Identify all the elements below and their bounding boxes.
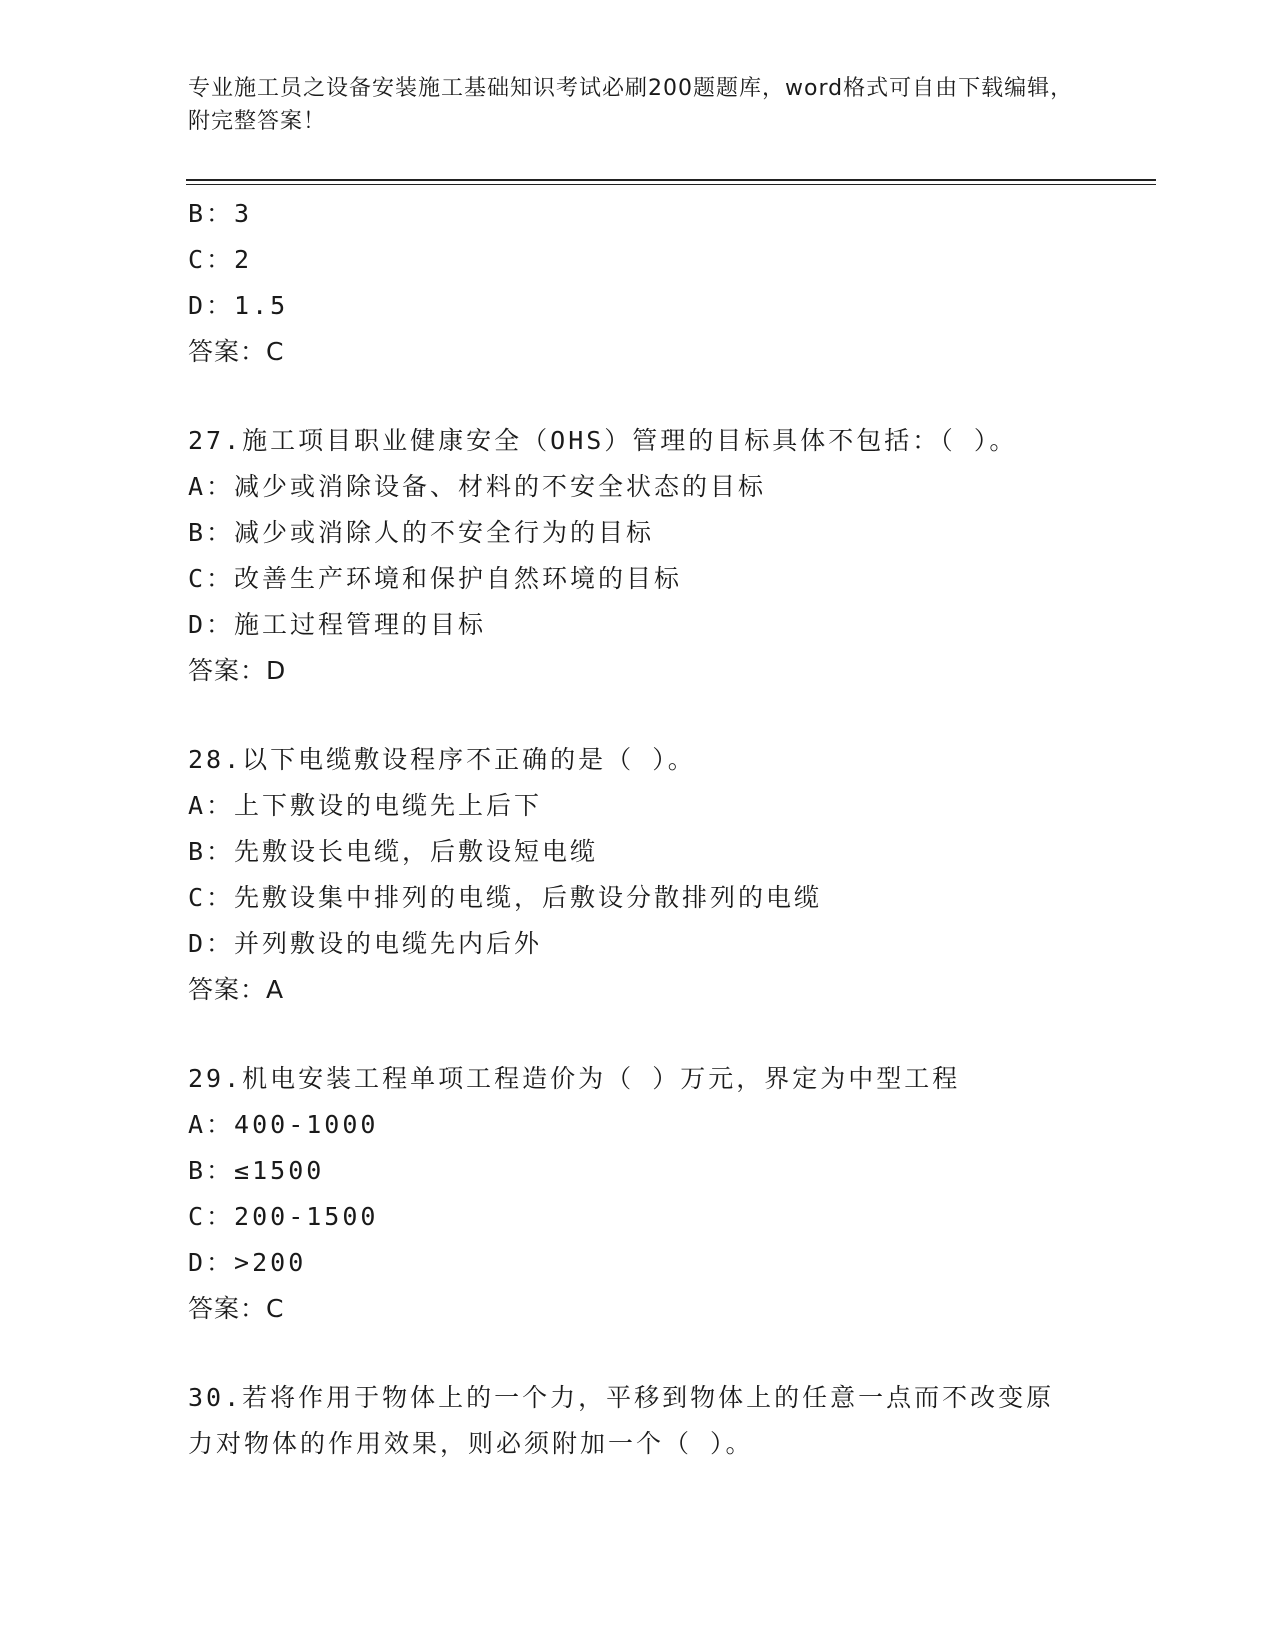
header-divider-top [186, 179, 1156, 181]
question-stem: 28.以下电缆敷设程序不正确的是（ ）。 [188, 745, 696, 774]
document-header: 专业施工员之设备安装施工基础知识考试必刷200题题库，word格式可自由下载编辑，附完整答案！ [188, 76, 1074, 134]
option-d: D：施工过程管理的目标 [188, 610, 487, 639]
option-d: D：>200 [188, 1248, 307, 1277]
option-a: A：400-1000 [188, 1110, 379, 1139]
answer: 答案：A [188, 975, 285, 1004]
option-a: A：减少或消除设备、材料的不安全状态的目标 [188, 472, 767, 501]
question-stem: 29.机电安装工程单项工程造价为（ ）万元，界定为中型工程 [188, 1064, 961, 1093]
option-c: C：先敷设集中排列的电缆，后敷设分散排列的电缆 [188, 883, 823, 912]
option-b: B：先敷设长电缆，后敷设短电缆 [188, 837, 599, 866]
question-stem-line-2: 力对物体的作用效果，则必须附加一个（ ）。 [188, 1429, 754, 1458]
question-29 [188, 1056, 1148, 1332]
option-b: B：≤1500 [188, 1156, 325, 1185]
question-30 [188, 1375, 1148, 1467]
question-fragment [188, 191, 1148, 375]
answer: 答案：C [188, 337, 285, 366]
option-d: D：并列敷设的电缆先内后外 [188, 929, 543, 958]
question-27 [188, 418, 1148, 694]
question-stem-line-1: 30.若将作用于物体上的一个力，平移到物体上的任意一点而不改变原 [188, 1383, 1055, 1412]
answer: 答案：C [188, 1294, 285, 1323]
question-stem: 27.施工项目职业健康安全（OHS）管理的目标具体不包括：（ ）。 [188, 426, 1018, 455]
header-divider-bottom [186, 184, 1156, 185]
question-28 [188, 737, 1148, 1013]
option-b: B：3 [188, 199, 253, 228]
option-c: C：200-1500 [188, 1202, 379, 1231]
answer: 答案：D [188, 656, 287, 685]
question-list [188, 191, 1148, 1467]
option-d: D：1.5 [188, 291, 289, 320]
option-b: B：减少或消除人的不安全行为的目标 [188, 518, 655, 547]
option-c: C：改善生产环境和保护自然环境的目标 [188, 564, 683, 593]
option-a: A：上下敷设的电缆先上后下 [188, 791, 543, 820]
option-c: C：2 [188, 245, 253, 274]
